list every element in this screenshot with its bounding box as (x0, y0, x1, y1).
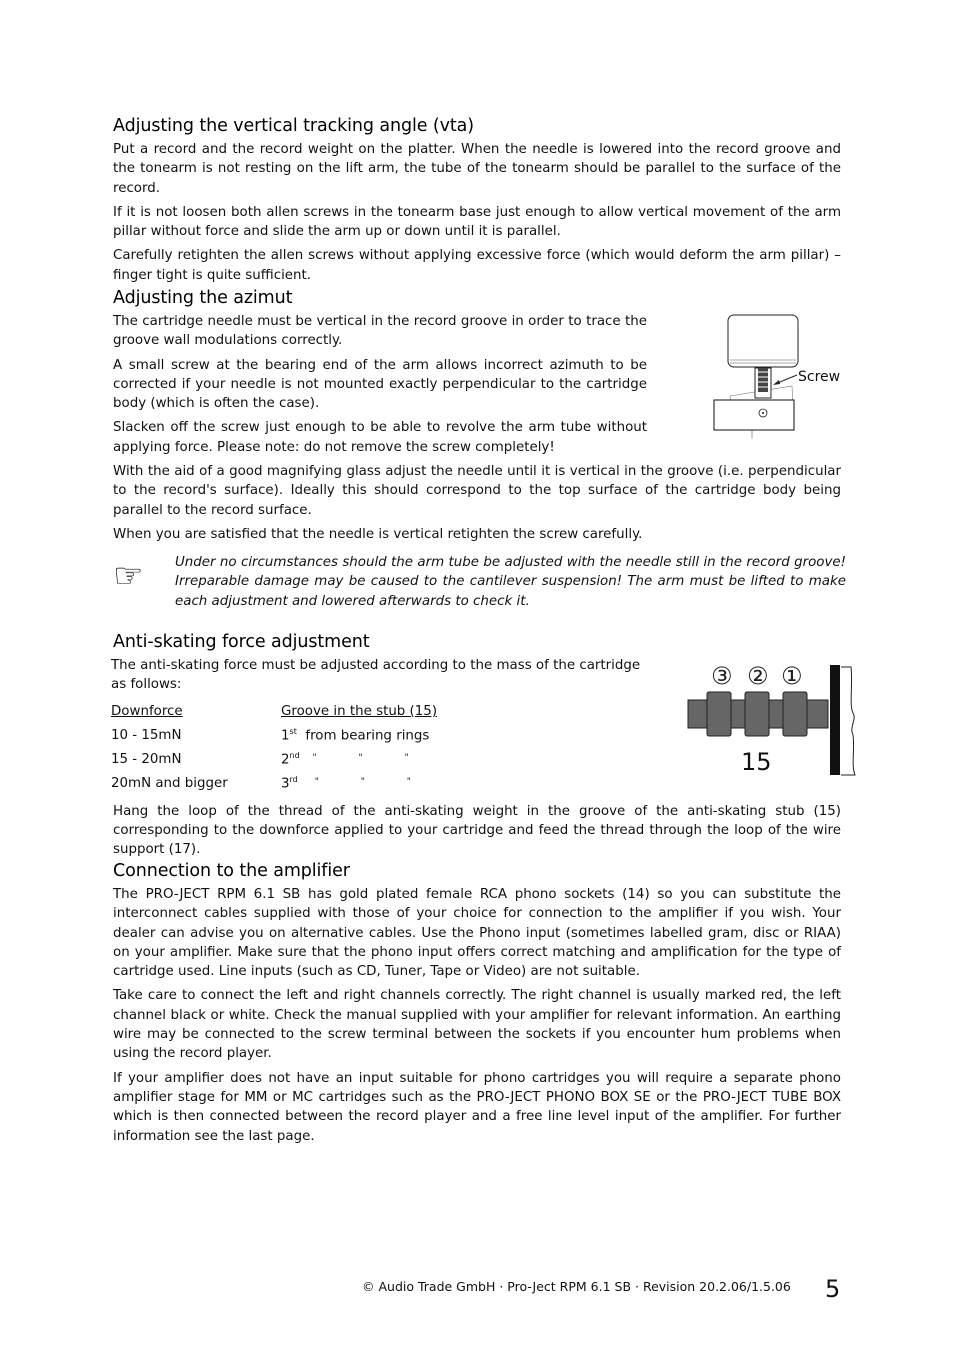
amplifier-paragraph-2: Take care to connect the left and right channels correctly. The right channel is usually marked red, the left channel black or white. Check the manual supplied with your amplifier for relevant information. An earthing wire may be connected to the screw terminal between the sockets if you encounter hum problems when using the record player. (113, 988, 841, 1062)
table-header-row (111, 700, 453, 724)
tonearm-tube-shape (728, 315, 798, 367)
stub-ring-shape (707, 692, 731, 736)
groove-header: Groove in the stub (15) (281, 704, 438, 720)
warning-note (113, 553, 846, 616)
force-cell: 10 - 15mN (111, 728, 182, 744)
table-row (111, 772, 453, 796)
page-number: 5 (825, 1275, 841, 1303)
antiskating-paragraph-2: Hang the loop of the thread of the anti-skating weight in the groove of the anti-skating stub (15) corresponding to the downforce applied to your cartridge and feed the thread through the loop of the wire support (17). (113, 803, 841, 858)
amplifier-paragraph-1: The PRO-JECT RPM 6.1 SB has gold plated female RCA phono sockets (14) so you can substitute the interconnect cables supplied with those of your choice for connection to the amplifier if you wish. Your dealer can advise you on alternative cables. Use the Phono input (sometimes labelled gram, disc or RIAA) on your amplifier. Make sure that the phono input offers correct matching and amplification for the type of cartridge used. Line inputs (such as CD, Tuner, Tape or Video) are not suitable. (113, 887, 841, 980)
groove-cell: 1st from bearing rings (281, 727, 430, 744)
screw-label: Screw (798, 369, 841, 385)
azimut-heading: Adjusting the azimut (113, 288, 293, 308)
force-cell: 15 - 20mN (111, 752, 182, 768)
vta-paragraph-2: If it is not loosen both allen screws in the tonearm base just enough to allow vertical movement of the arm pillar without force and slide the arm up or down until it is parallel. (113, 204, 841, 240)
vta-section (113, 116, 841, 290)
azimuth-screw-figure (700, 312, 850, 442)
azimut-paragraph-2: A small screw at the bearing end of the arm allows incorrect azimuth to be corrected if your needle is not mounted exactly perpendicular to the cartridge body (which is often the case). (113, 357, 647, 412)
amplifier-section (113, 861, 841, 1151)
footer-copyright: © Audio Trade GmbH · Pro-Ject RPM 6.1 SB · Revision 20.2.06/1.5.06 (362, 1279, 791, 1294)
antiskating-heading: Anti-skating force adjustment (113, 632, 370, 652)
stub-ring-shape (783, 692, 807, 736)
azimut-paragraph-3: Slacken off the screw just enough to be able to revolve the arm tube without applying force. Please note: do not remove the screw completely! (113, 420, 647, 455)
antiskating-stub-figure (683, 655, 873, 785)
amplifier-paragraph-3: If your amplifier does not have an input suitable for phono cartridges you will require a separate phono amplifier stage for MM or MC cartridges such as the PRO-JECT PHONO BOX SE or the PRO-JECT TUBE BOX which is then connected between the record player and a free line level input of the amplifier. For further information see the last page. (113, 1070, 841, 1144)
antiskating-intro: The anti-skating force must be adjusted according to the mass of the cartridge as follows: (111, 658, 641, 693)
downforce-table (111, 700, 453, 796)
azimut-paragraph-5: When you are satisfied that the needle is vertical retighten the screw carefully. (113, 526, 643, 542)
groove-label-1: ① (781, 662, 803, 690)
table-row (111, 724, 453, 748)
downforce-header: Downforce (111, 704, 183, 720)
vta-paragraph-3: Carefully retighten the allen screws without applying excessive force (which would deform the arm pillar) – finger tight is quite sufficient. (113, 248, 841, 283)
cartridge-body-shape (714, 400, 794, 430)
azimut-paragraph-4: With the aid of a good magnifying glass adjust the needle until it is vertical in the groove (i.e. perpendicular to the record's surface). Ideally this should correspond to the top surface of the cartridge body being parallel to the record surface. (113, 464, 841, 518)
vta-paragraph-1: Put a record and the record weight on the platter. When the needle is lowered into the record groove and the tonearm is not resting on the lift arm, the tube of the tonearm should be parallel to the surface of the record. (113, 142, 841, 196)
groove-label-2: ② (747, 662, 769, 690)
force-cell: 20mN and bigger (111, 776, 228, 792)
groove-label-3: ③ (711, 662, 733, 690)
warning-text: Under no circumstances should the arm tube be adjusted with the needle still in the record groove! Irreparable damage may be caused to the cantilever suspension! The arm must be lifted to make each adjustment and lowered afterwards to check it. (175, 555, 846, 609)
groove-cell: 3rd " " " (281, 775, 411, 792)
azimut-paragraph-1: The cartridge needle must be vertical in the record groove in order to trace the groove wall modulations correctly. (113, 314, 647, 349)
pointing-hand-icon: ☞ (113, 556, 144, 596)
amplifier-heading: Connection to the amplifier (113, 861, 350, 881)
stub-ring-shape (745, 692, 769, 736)
vta-heading: Adjusting the vertical tracking angle (vta) (113, 116, 474, 136)
table-row (111, 748, 453, 772)
stub-number-label: 15 (741, 748, 772, 776)
groove-cell: 2nd " " " (281, 751, 409, 768)
bracket-outline (841, 667, 855, 775)
bearing-plate-shape (830, 665, 840, 775)
